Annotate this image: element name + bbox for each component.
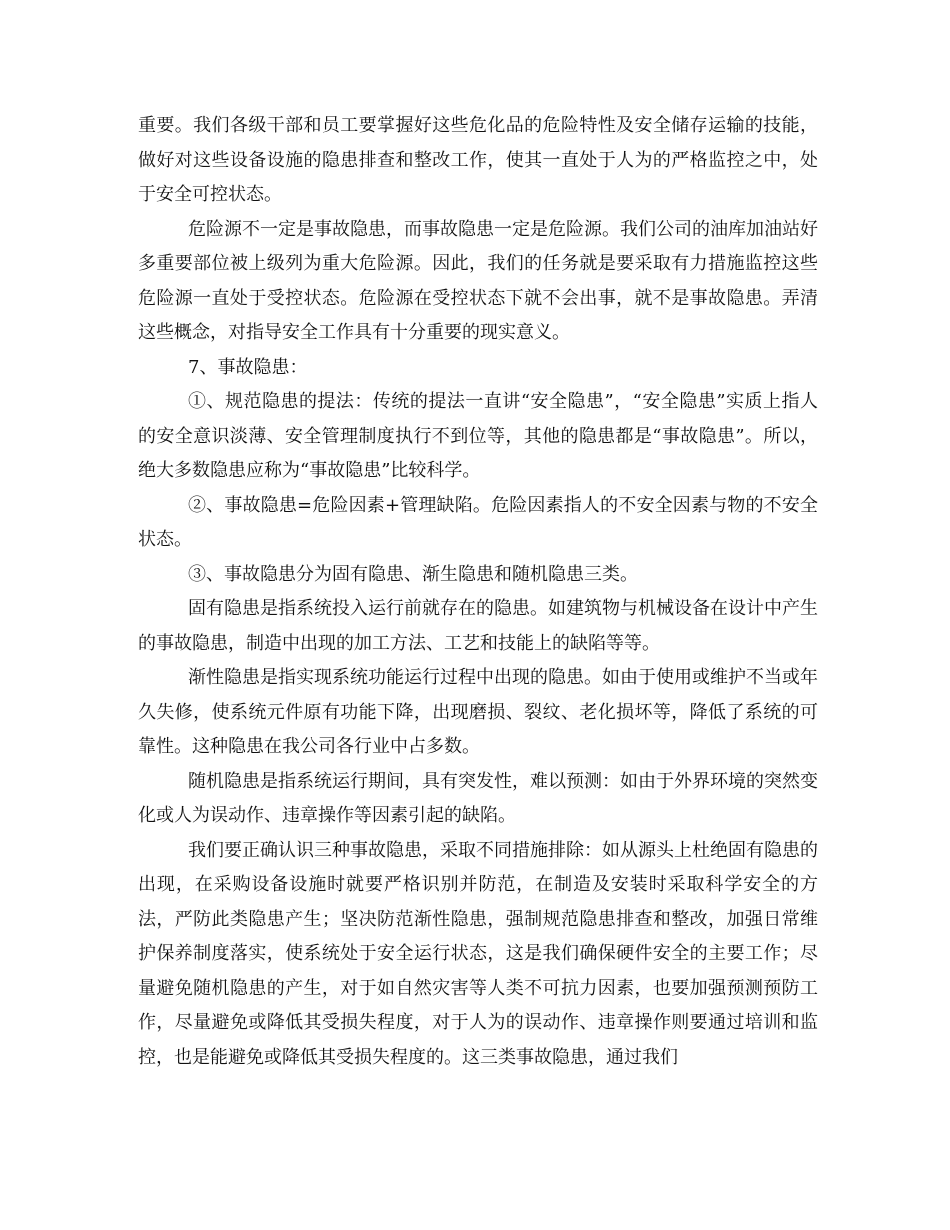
- paragraph-item-2: ②、事故隐患=危险因素+管理缺陷。危险因素指人的不安全因素与物的不安全状态。: [138, 494, 818, 550]
- document-body: [138, 109, 818, 1075]
- paragraph-hazard-source: 危险源不一定是事故隐患，而事故隐患一定是危险源。我们公司的油库加油站好多重要部位被上级列为重大危险源。因此，我们的任务就是要采取有力措施监控这些危险源一直处于受控状态。危险源在受控状态下就不会出事，就不是事故隐患。弄清这些概念，对指导安全工作具有十分重要的现实意义。: [138, 218, 818, 343]
- paragraph-item-1: ①、规范隐患的提法：传统的提法一直讲“安全隐患”，“安全隐患”实质上指人的安全意识淡薄、安全管理制度执行不到位等，其他的隐患都是“事故隐患”。所以，绝大多数隐患应称为“事故隐患”比较科学。: [138, 391, 818, 481]
- paragraph-inherent-hazard: 固有隐患是指系统投入运行前就存在的隐患。如建筑物与机械设备在设计中产生的事故隐患，制造中出现的加工方法、工艺和技能上的缺陷等等。: [138, 598, 818, 654]
- paragraph-continuation: 重要。我们各级干部和员工要掌握好这些危化品的危险特性及安全储存运输的技能，做好对这些设备设施的隐患排查和整改工作，使其一直处于人为的严格监控之中，处于安全可控状态。: [138, 115, 818, 205]
- section-heading-accident-hazards: 7、事故隐患：: [188, 356, 308, 378]
- paragraph-gradual-hazard: 渐性隐患是指实现系统功能运行过程中出现的隐患。如由于使用或维护不当或年久失修，使系统元件原有功能下降，出现磨损、裂纹、老化损坏等，降低了系统的可靠性。这种隐患在我公司各行业中占多数。: [138, 667, 818, 757]
- paragraph-item-3: ③、事故隐患分为固有隐患、渐生隐患和随机隐患三类。: [188, 563, 638, 585]
- paragraph-measures: 我们要正确认识三种事故隐患，采取不同措施排除：如从源头上杜绝固有隐患的出现，在采购设备设施时就要严格识别并防范，在制造及安装时采取科学安全的方法，严防此类隐患产生；坚决防范渐性隐患，强制规范隐患排查和整改，加强日常维护保养制度落实，使系统处于安全运行状态，这是我们确保硬件安全的主要工作；尽量避免随机隐患的产生，对于如自然灾害等人类不可抗力因素，也要加强预测预防工作，尽量避免或降低其受损失程度，对于人为的误动作、违章操作则要通过培训和监控，也是能避免或降低其受损失程度的。这三类事故隐患，通过我们: [138, 839, 818, 1068]
- paragraph-random-hazard: 随机隐患是指系统运行期间，具有突发性，难以预测：如由于外界环境的突然变化或人为误动作、违章操作等因素引起的缺陷。: [138, 770, 818, 826]
